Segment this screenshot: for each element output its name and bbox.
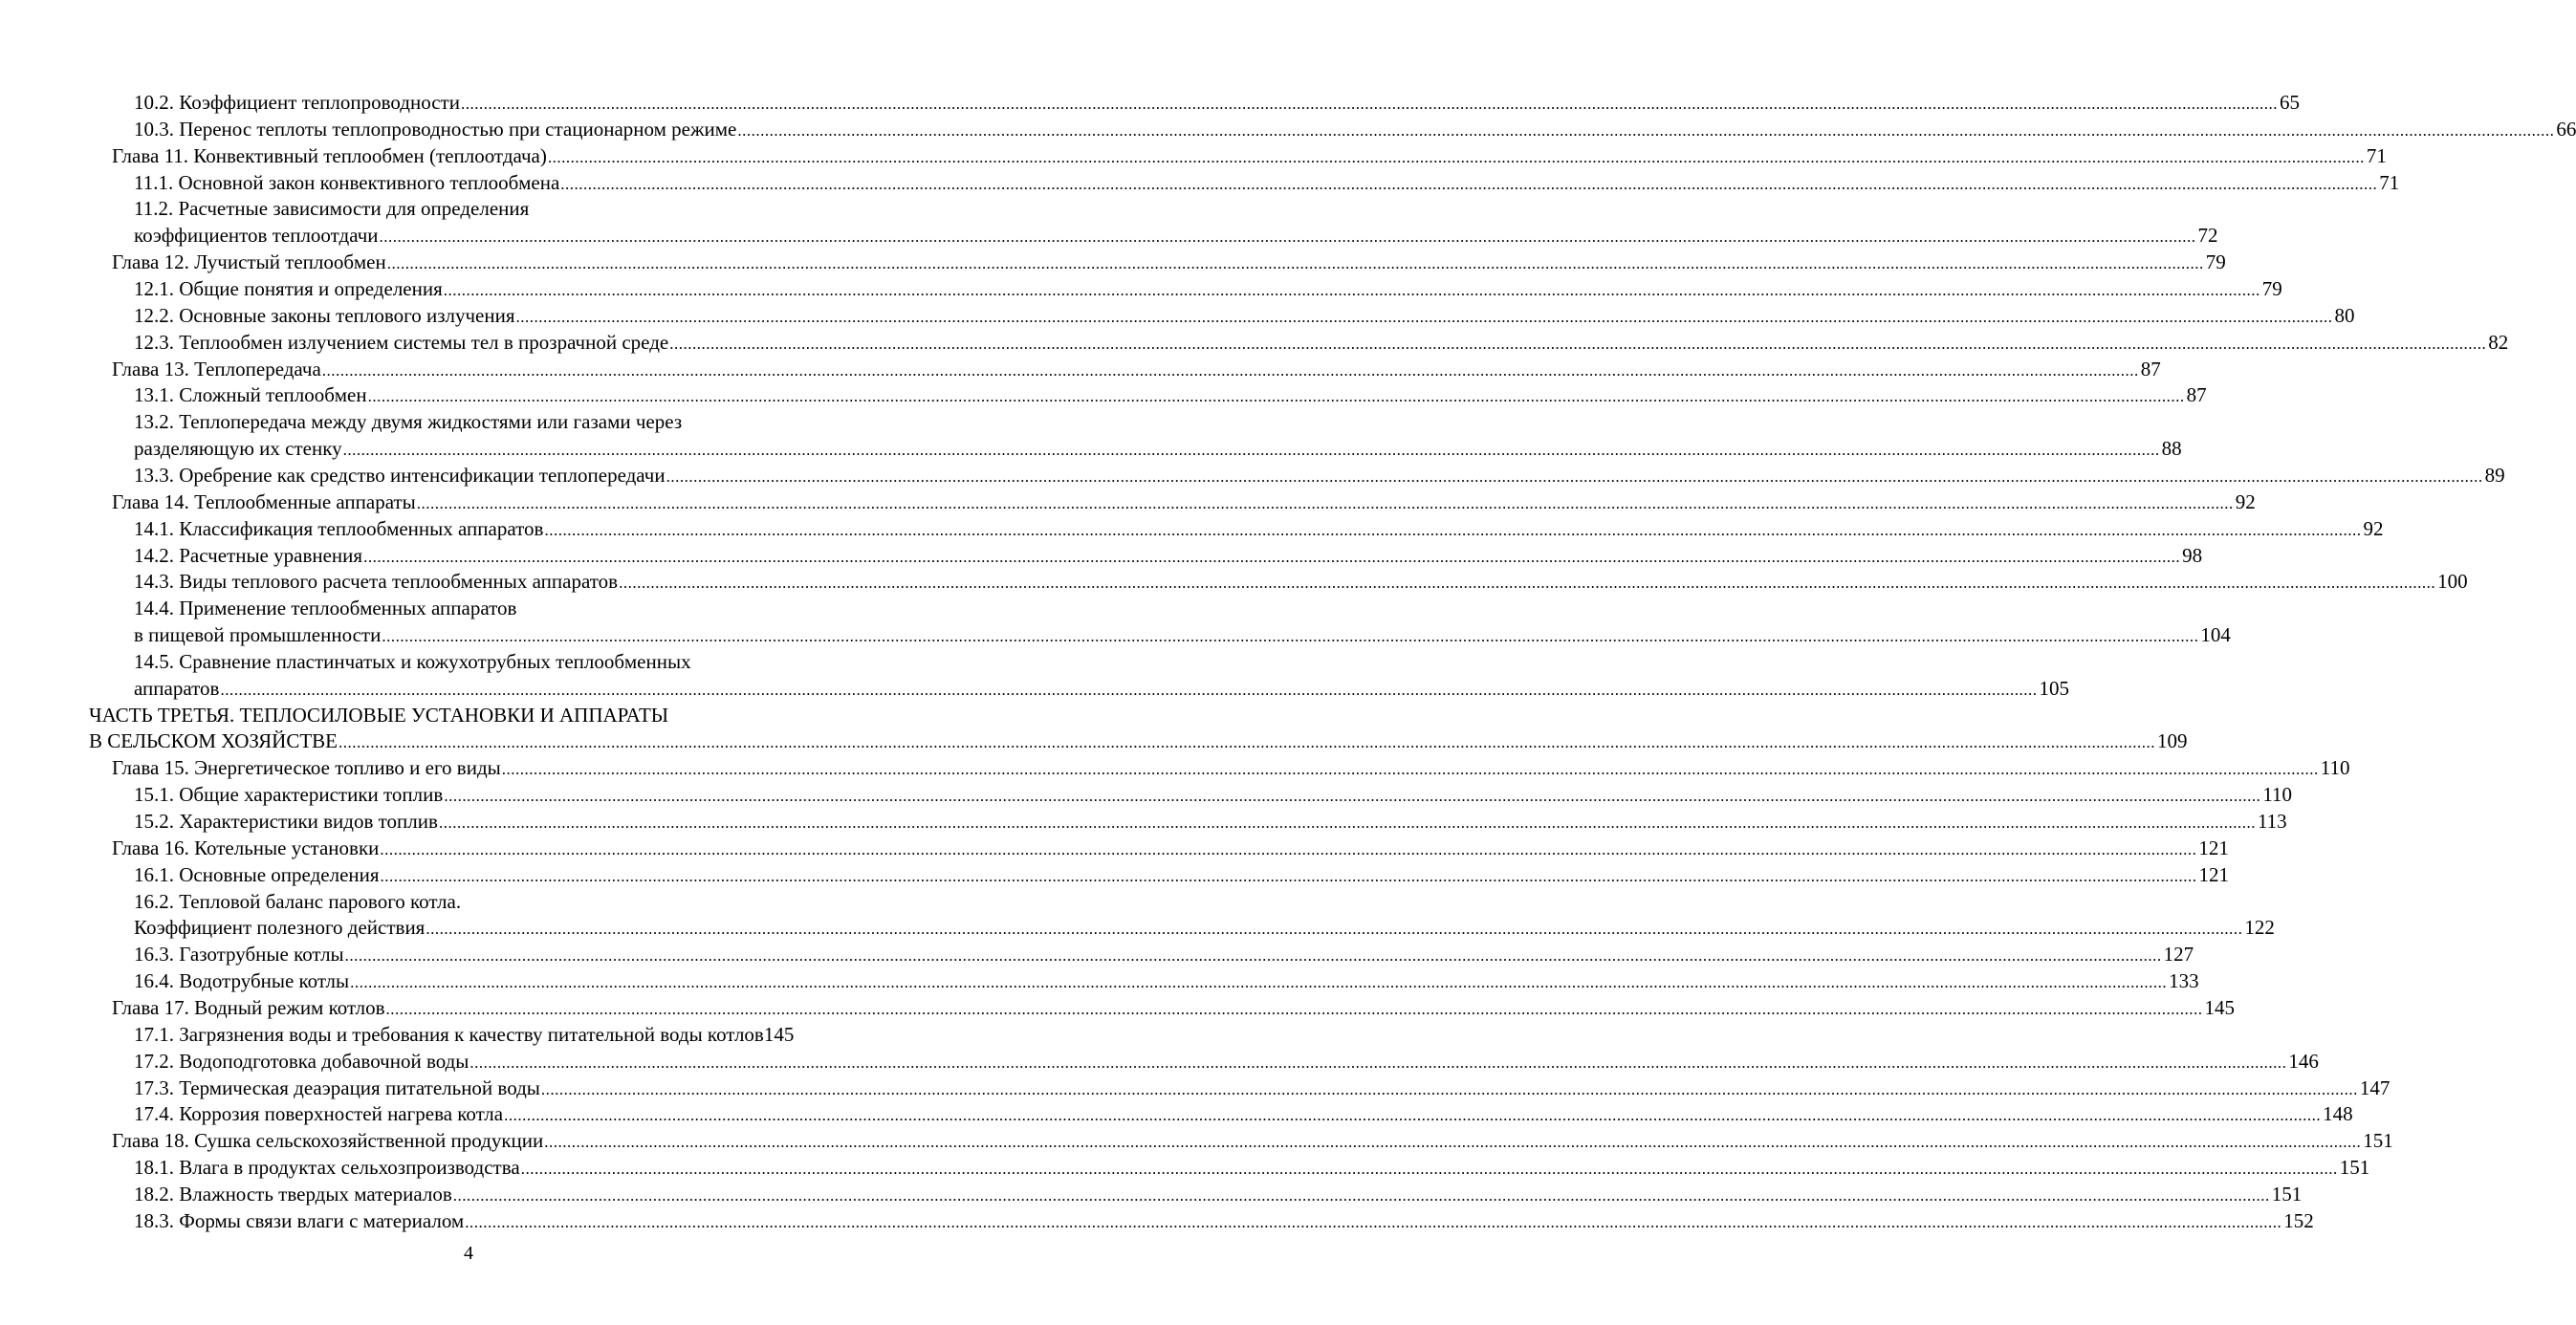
toc-entry-title: 16.3. Газотрубные котлы: [134, 943, 344, 967]
toc-entry[interactable]: [112, 1127, 2393, 1154]
dot-leader: ................................................................................................................................................................................................................................................................................................................................................................................................................: [386, 254, 2204, 273]
toc-entry[interactable]: [134, 462, 2505, 489]
toc-entry[interactable]: [89, 728, 2188, 754]
toc-entry-page: 87: [2186, 383, 2207, 407]
toc-entry[interactable]: [134, 515, 2384, 542]
toc-entry-page: 104: [2200, 623, 2231, 646]
toc-entry-page: 109: [2157, 729, 2188, 753]
toc-entry-title: 13.1. Сложный теплообмен: [134, 383, 367, 407]
toc-entry-page: 80: [2334, 303, 2355, 327]
toc-entry-title: 11.1. Основной закон конвективного теплообмена: [134, 170, 560, 194]
dot-leader: ................................................................................................................................................................................................................................................................................................................................................................................................................: [520, 1160, 2338, 1178]
toc-entry-page: 89: [2484, 463, 2505, 487]
dot-leader: ................................................................................................................................................................................................................................................................................................................................................................................................................: [350, 973, 2168, 992]
dot-leader: ................................................................................................................................................................................................................................................................................................................................................................................................................: [444, 787, 2261, 806]
dot-leader: ................................................................................................................................................................................................................................................................................................................................................................................................................: [560, 174, 2378, 193]
toc-entry[interactable]: [112, 835, 2229, 861]
toc-entry-page: 88: [2161, 437, 2182, 461]
dot-leader: ................................................................................................................................................................................................................................................................................................................................................................................................................: [544, 520, 2362, 539]
toc-entry-title-line: ЧАСТЬ ТРЕТЬЯ. ТЕПЛОСИЛОВЫЕ УСТАНОВКИ И АППАРАТЫ: [89, 703, 669, 727]
toc-entry-page: 110: [2262, 783, 2293, 807]
toc-entry-title-line: 14.4. Применение теплообменных аппаратов: [134, 597, 517, 620]
dot-leader: ................................................................................................................................................................................................................................................................................................................................................................................................................: [669, 334, 2487, 353]
toc-entry-page: 113: [2257, 810, 2287, 833]
dot-leader: ................................................................................................................................................................................................................................................................................................................................................................................................................: [666, 467, 2483, 486]
toc-entry-title: Глава 16. Котельные установки: [112, 836, 380, 859]
toc-entry-title: Глава 15. Энергетическое топливо и его виды: [112, 756, 501, 780]
toc-entry[interactable]: [134, 1021, 794, 1048]
toc-entry-title: Коэффициент полезного действия: [134, 916, 426, 940]
toc-entry-title: 14.3. Виды теплового расчета теплообменных аппаратов: [134, 570, 619, 594]
dot-leader: ................................................................................................................................................................................................................................................................................................................................................................................................................: [380, 866, 2197, 885]
dot-leader: ................................................................................................................................................................................................................................................................................................................................................................................................................: [737, 120, 2555, 140]
dot-leader: ................................................................................................................................................................................................................................................................................................................................................................................................................: [367, 387, 2185, 406]
toc-entry[interactable]: [112, 754, 2350, 781]
toc-entry-page: 151: [2339, 1156, 2370, 1179]
toc-entry-title: 16.4. Водотрубные котлы: [134, 969, 350, 993]
toc-entry[interactable]: [134, 1207, 2314, 1234]
toc-entry-title: Глава 11. Конвективный теплообмен (теплоотдача): [112, 143, 547, 167]
toc-entry[interactable]: [134, 914, 2275, 941]
dot-leader: ................................................................................................................................................................................................................................................................................................................................................................................................................: [344, 946, 2162, 966]
toc-entry-page: 105: [2039, 676, 2069, 700]
toc-entry-title-line: 16.2. Тепловой баланс парового котла.: [134, 889, 462, 913]
toc-entry-title: 15.1. Общие характеристики топлив: [134, 783, 444, 807]
toc-entry[interactable]: [134, 621, 2231, 648]
dot-leader: ................................................................................................................................................................................................................................................................................................................................................................................................................: [338, 733, 2155, 752]
dot-leader: ................................................................................................................................................................................................................................................................................................................................................................................................................: [465, 1212, 2282, 1231]
toc-entry[interactable]: [134, 1181, 2303, 1207]
dot-leader: ................................................................................................................................................................................................................................................................................................................................................................................................................: [416, 493, 2234, 512]
toc-entry-page: 72: [2197, 224, 2218, 248]
toc-entry[interactable]: [134, 1154, 2370, 1181]
dot-leader: ................................................................................................................................................................................................................................................................................................................................................................................................................: [504, 1106, 2322, 1125]
toc-entry-page: 87: [2140, 357, 2161, 380]
toc-entry-title: Глава 14. Теплообменные аппараты: [112, 489, 416, 513]
dot-leader: ................................................................................................................................................................................................................................................................................................................................................................................................................: [321, 360, 2139, 380]
toc-entry-title: разделяющую их стенку: [134, 437, 342, 461]
toc-entry[interactable]: [134, 329, 2509, 356]
toc-entry[interactable]: [134, 941, 2194, 967]
toc-entry-page: 133: [2169, 969, 2199, 993]
toc-entry-title: 12.3. Теплообмен излучением системы тел в прозрачной среде: [134, 330, 669, 354]
toc-entry-page: 127: [2163, 943, 2194, 967]
toc-entry-title: 17.1. Загрязнения воды и требования к качеству питательной воды котлов: [134, 1022, 764, 1046]
toc-entry[interactable]: [134, 435, 2182, 462]
toc-entry[interactable]: [134, 675, 2069, 702]
dot-leader: ................................................................................................................................................................................................................................................................................................................................................................................................................: [363, 547, 2181, 566]
toc-entry-title: Глава 18. Сушка сельскохозяйственной продукции: [112, 1129, 544, 1153]
toc-entry-page: 98: [2182, 543, 2203, 567]
toc-entry[interactable]: [134, 1048, 2319, 1075]
toc-entry-title: аппаратов: [134, 676, 220, 700]
dot-leader: ................................................................................................................................................................................................................................................................................................................................................................................................................: [380, 839, 2197, 858]
toc-entry-page: 71: [2379, 170, 2400, 194]
dot-leader: ................................................................................................................................................................................................................................................................................................................................................................................................................: [547, 147, 2365, 166]
toc-entry[interactable]: [112, 356, 2161, 382]
toc-entry-title: 17.2. Водоподготовка добавочной воды: [134, 1049, 469, 1073]
toc-entry-title: 18.1. Влага в продуктах сельхозпроизводства: [134, 1156, 520, 1179]
dot-leader: ................................................................................................................................................................................................................................................................................................................................................................................................................: [342, 441, 2160, 460]
toc-entry-title: в пищевой промышленности: [134, 623, 382, 646]
dot-leader: ................................................................................................................................................................................................................................................................................................................................................................................................................: [385, 999, 2203, 1018]
dot-leader: ................................................................................................................................................................................................................................................................................................................................................................................................................: [460, 95, 2278, 113]
toc-entry-title-line: 14.5. Сравнение пластинчатых и кожухотрубных теплообменных: [134, 649, 691, 673]
toc-entry-page: 146: [2288, 1049, 2319, 1073]
toc-entry-page: 82: [2488, 330, 2509, 354]
toc-entry-title: 14.2. Расчетные уравнения: [134, 543, 363, 567]
toc-entry-title: 17.3. Термическая деаэрация питательной воды: [134, 1075, 540, 1099]
toc-entry-title: Глава 17. Водный режим котлов: [112, 995, 385, 1019]
toc-entry-title-line: 11.2. Расчетные зависимости для определения: [134, 197, 530, 221]
toc-entry-title: В СЕЛЬСКОМ ХОЗЯЙСТВЕ: [89, 729, 338, 753]
toc-entry-title: Глава 13. Теплопередача: [112, 357, 321, 380]
toc-entry-page: 71: [2366, 143, 2387, 167]
dot-leader: ................................................................................................................................................................................................................................................................................................................................................................................................................: [469, 1053, 2287, 1072]
toc-entry[interactable]: [134, 275, 2282, 302]
toc-entry[interactable]: [134, 808, 2287, 835]
toc-entry-page: 122: [2244, 916, 2275, 940]
toc-entry[interactable]: [134, 89, 2300, 116]
toc-entry-page: 65: [2279, 91, 2300, 114]
dot-leader: ................................................................................................................................................................................................................................................................................................................................................................................................................: [452, 1185, 2270, 1205]
toc-entry-title: Глава 12. Лучистый теплообмен: [112, 250, 386, 274]
toc-entry-page: 92: [2235, 489, 2256, 513]
toc-entry-title: 18.3. Формы связи влаги с материалом: [134, 1208, 465, 1232]
toc-entry-title: 10.2. Коэффициент теплопроводности: [134, 91, 460, 114]
toc-entry[interactable]: [134, 302, 2355, 329]
toc-entry-page: 148: [2323, 1102, 2353, 1126]
toc-entry-title: 10.3. Перенос теплоты теплопроводностью при стационарном режиме: [134, 117, 737, 141]
toc-entry-title: 18.2. Влажность твердых материалов: [134, 1182, 452, 1206]
toc-entry[interactable]: [134, 169, 2400, 196]
toc-entry-page: 145: [2204, 995, 2236, 1019]
toc-entry-page: 145: [763, 1022, 795, 1046]
toc-entry-page: 151: [2271, 1182, 2303, 1206]
dot-leader: ................................................................................................................................................................................................................................................................................................................................................................................................................: [443, 281, 2260, 299]
toc-entry-title: 17.4. Коррозия поверхностей нагрева котла: [134, 1102, 504, 1126]
toc-entry[interactable]: [112, 142, 2387, 169]
toc-entry-page: 147: [2359, 1075, 2390, 1099]
dot-leader: ................................................................................................................................................................................................................................................................................................................................................................................................................: [426, 920, 2243, 939]
toc-entry-title: 12.1. Общие понятия и определения: [134, 277, 443, 300]
toc-entry[interactable]: [134, 568, 2468, 595]
toc-entry-title: 16.1. Основные определения: [134, 862, 380, 886]
toc-entry[interactable]: [112, 994, 2236, 1021]
toc-entry-title: 14.1. Классификация теплообменных аппаратов: [134, 516, 544, 540]
toc-entry[interactable]: [112, 249, 2226, 275]
toc-entry[interactable]: [112, 489, 2256, 515]
toc-entry[interactable]: [134, 1100, 2353, 1127]
page-number: 4: [464, 1243, 473, 1264]
dot-leader: ................................................................................................................................................................................................................................................................................................................................................................................................................: [515, 307, 2333, 326]
dot-leader: ................................................................................................................................................................................................................................................................................................................................................................................................................: [619, 574, 2436, 593]
toc-entry-page: 66: [2556, 117, 2576, 141]
toc-entry[interactable]: [134, 1075, 2390, 1101]
toc-entry-page: 152: [2283, 1208, 2314, 1232]
toc-entry[interactable]: [134, 381, 2207, 408]
toc-entry-title: 15.2. Характеристики видов топлив: [134, 810, 438, 833]
dot-leader: ................................................................................................................................................................................................................................................................................................................................................................................................................: [438, 814, 2256, 832]
toc-entry[interactable]: [134, 967, 2199, 994]
toc-entry[interactable]: [134, 542, 2203, 569]
toc-entry-title-line: 13.2. Теплопередача между двумя жидкостями или газами через: [134, 410, 683, 434]
toc-entry-page: 110: [2320, 756, 2350, 780]
toc-entry-title: 13.3. Оребрение как средство интенсификации теплопередачи: [134, 463, 666, 487]
dot-leader: ................................................................................................................................................................................................................................................................................................................................................................................................................: [501, 760, 2319, 779]
toc-entry[interactable]: [134, 116, 2576, 142]
toc-entry[interactable]: [134, 222, 2218, 249]
toc-entry[interactable]: [134, 781, 2293, 808]
toc-entry-page: 79: [2261, 277, 2282, 300]
toc-entry-page: 121: [2198, 862, 2230, 886]
dot-leader: ................................................................................................................................................................................................................................................................................................................................................................................................................: [382, 627, 2199, 645]
toc-entry-page: 151: [2363, 1129, 2393, 1153]
dot-leader: ................................................................................................................................................................................................................................................................................................................................................................................................................: [220, 680, 2038, 699]
toc-entry-page: 79: [2205, 250, 2226, 274]
dot-leader: ................................................................................................................................................................................................................................................................................................................................................................................................................: [540, 1079, 2358, 1098]
toc-entry-title: 12.2. Основные законы теплового излучения: [134, 303, 515, 327]
toc-entry[interactable]: [134, 861, 2230, 888]
dot-leader: ................................................................................................................................................................................................................................................................................................................................................................................................................: [379, 228, 2196, 247]
dot-leader: ................................................................................................................................................................................................................................................................................................................................................................................................................: [544, 1133, 2362, 1152]
toc-entry-page: 121: [2198, 836, 2229, 859]
toc-entry-page: 100: [2437, 570, 2468, 594]
toc-entry-title: коэффициентов теплоотдачи: [134, 224, 379, 248]
toc-entry-page: 92: [2363, 516, 2384, 540]
